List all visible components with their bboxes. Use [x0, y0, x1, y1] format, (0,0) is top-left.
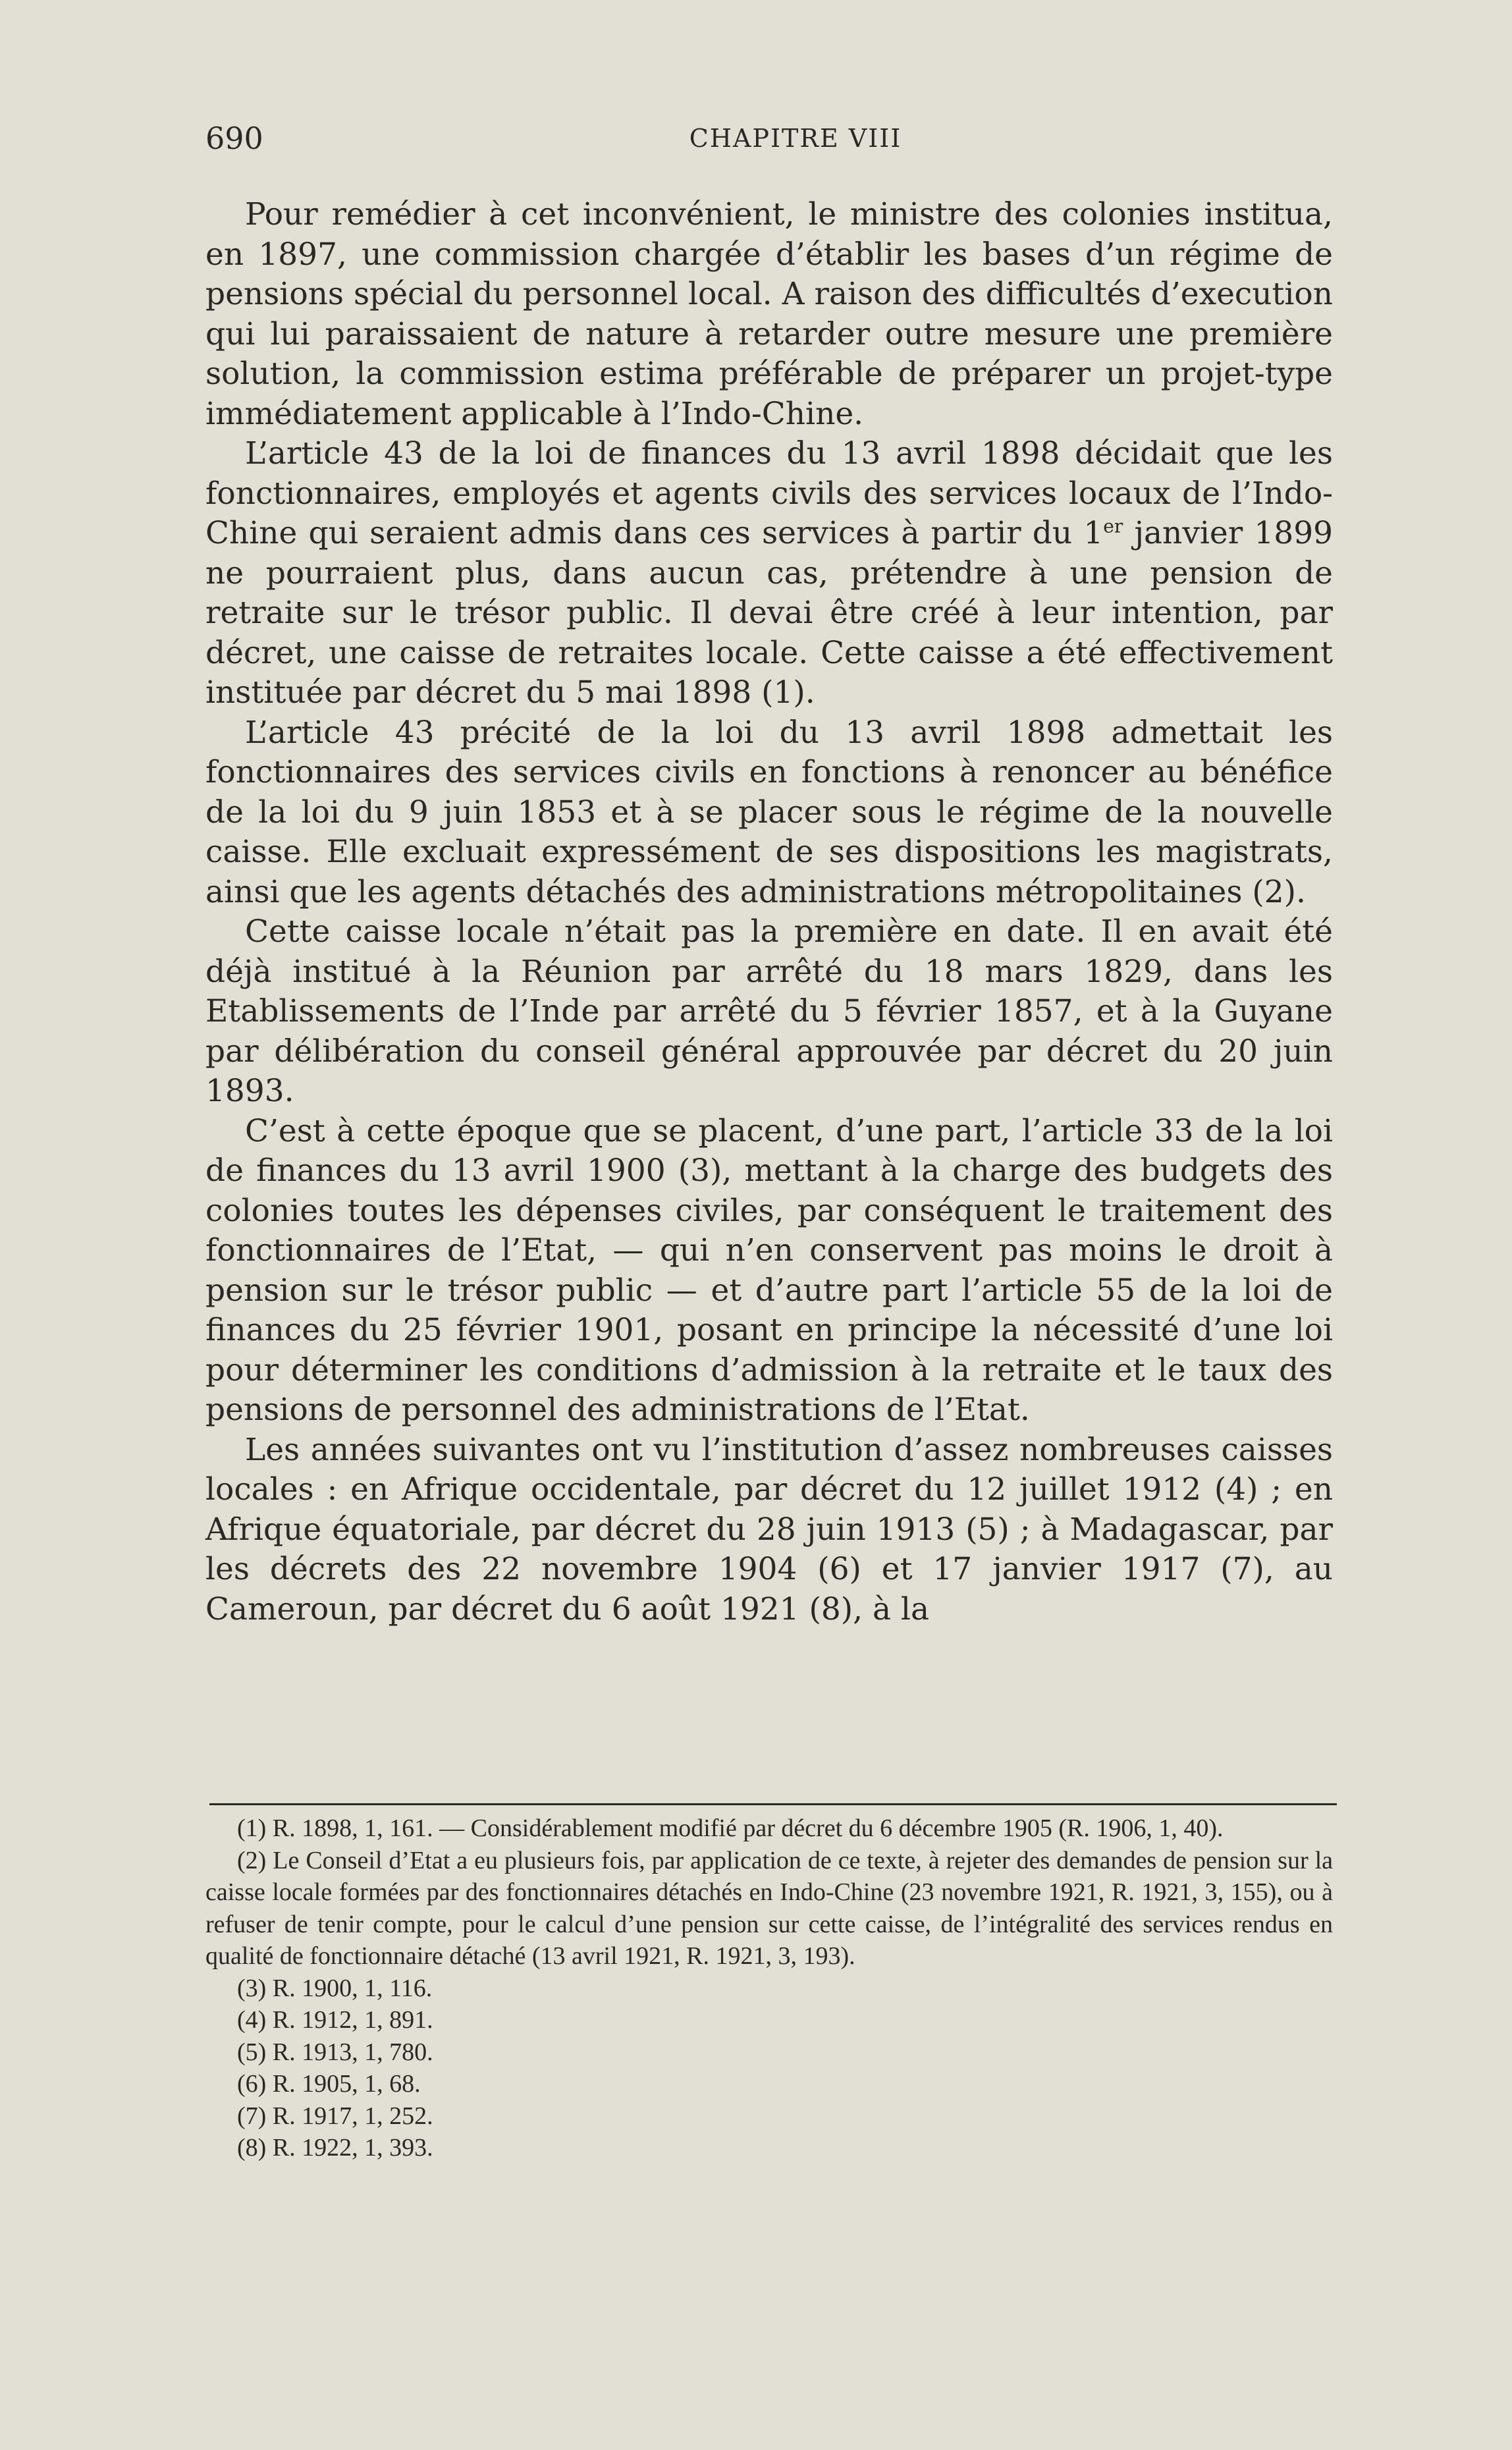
footnote-4: (4) R. 1912, 1, 891. [237, 2006, 433, 2034]
paragraph-5: C’est à cette époque que se placent, d’une part, l’article 33 de la loi de finances du 13 avril 1900 (3), mettant à la charge des budgets des colonies toutes les dépenses civiles, par conséquent le traitement des fonctionnaires de l’Etat, — qui n’en conservent pas moins le droit à pension sur le trésor public — et d’autre part l’article 55 de la loi de finances du 25 février 1901, posant en principe la nécessité d’une loi pour déterminer les conditions d’admission à la retraite et le taux des pensions de personnel des administrations de l’Etat. [205, 1112, 1333, 1428]
ordinal-superscript: er [1103, 515, 1123, 537]
paragraph-6: Les années suivantes ont vu l’institution d’assez nombreuses caisses locales : en Afrique occidentale, par décret du 12 juillet 1912 (4) ; en Afrique équatoriale, par décret du 28 juin 1913 (5) ; à Madagascar, par les décrets des 22 novembre 1904 (6) et 17 janvier 1917 (7), au Cameroun, par décret du 6 août 1921 (8), à la [205, 1431, 1333, 1627]
footnote-8: (8) R. 1922, 1, 393. [237, 2134, 433, 2162]
footnote-6: (6) R. 1905, 1, 68. [237, 2070, 421, 2098]
footnote-7: (7) R. 1917, 1, 252. [237, 2102, 433, 2130]
paragraph-2 [205, 434, 1333, 713]
paragraph-4: Cette caisse locale n’était pas la première en date. Il en avait été déjà institué à la Réunion par arrêté du 18 mars 1829, dans les Etablissements de l’Inde par arrêté du 5 février 1857, et à la Guyane par délibération du conseil général approuvée par décret du 20 juin 1893. [205, 913, 1333, 1109]
footnote-5: (5) R. 1913, 1, 780. [237, 2038, 433, 2066]
footnote-2: (2) Le Conseil d’Etat a eu plusieurs fois, par application de ce texte, à rejeter des demandes de pension sur la caisse locale formées par des fonctionnaires détachés en Indo-Chine (23 novembre 1921, R. 1921, 3, 155), ou à refuser de tenir compte, pour le calcul d’une pension sur cette caisse, de l’intégralité des services rendus en qualité de fonctionnaire détaché (13 avril 1921, R. 1921, 3, 193). [205, 1846, 1333, 1970]
footnotes [205, 1812, 1333, 2164]
footnote-1: (1) R. 1898, 1, 161. — Considérablement modifié par décret du 6 décembre 1905 (R. 1906, 1, 40). [237, 1814, 1224, 1842]
paragraph-2-text-b: janvier 1899 ne pourraient plus, dans aucun cas, prétendre à une pension de retraite sur le trésor public. Il devai être créé à leur intention, par décret, une caisse de retraites locale. Cette caisse a été effectivement instituée par décret du 5 mai 1898 (1). [205, 515, 1333, 711]
body-text [205, 195, 1333, 1629]
footnote-3: (3) R. 1900, 1, 116. [237, 1974, 433, 2002]
footnote-divider [209, 1803, 1337, 1805]
paragraph-1: Pour remédier à cet inconvénient, le ministre des colonies institua, en 1897, une commission chargée d’établir les bases d’un régime de pensions spécial du personnel local. A raison des difficultés d’execution qui lui paraissaient de nature à retarder outre mesure une première solution, la commission estima préférable de préparer un projet-type immédiatement applicable à l’Indo-Chine. [205, 196, 1333, 432]
paragraph-3: L’article 43 précité de la loi du 13 avril 1898 admettait les fonctionnaires des services civils en fonctions à renoncer au bénéfice de la loi du 9 juin 1853 et à se placer sous le régime de la nouvelle caisse. Elle excluait expressément de ses dispositions les magistrats, ainsi que les agents détachés des administrations métropolitaines (2). [205, 714, 1333, 910]
page-header [205, 119, 1333, 158]
page-number: 690 [205, 121, 263, 156]
running-head: CHAPITRE VIII [689, 124, 902, 153]
paragraph-2-text-a: L’article 43 de la loi de finances du 13 avril 1898 décidait que les fonctionnaires, employés et agents civils des services locaux de l’Indo-Chine qui seraient admis dans ces services à partir du 1 [205, 435, 1333, 551]
